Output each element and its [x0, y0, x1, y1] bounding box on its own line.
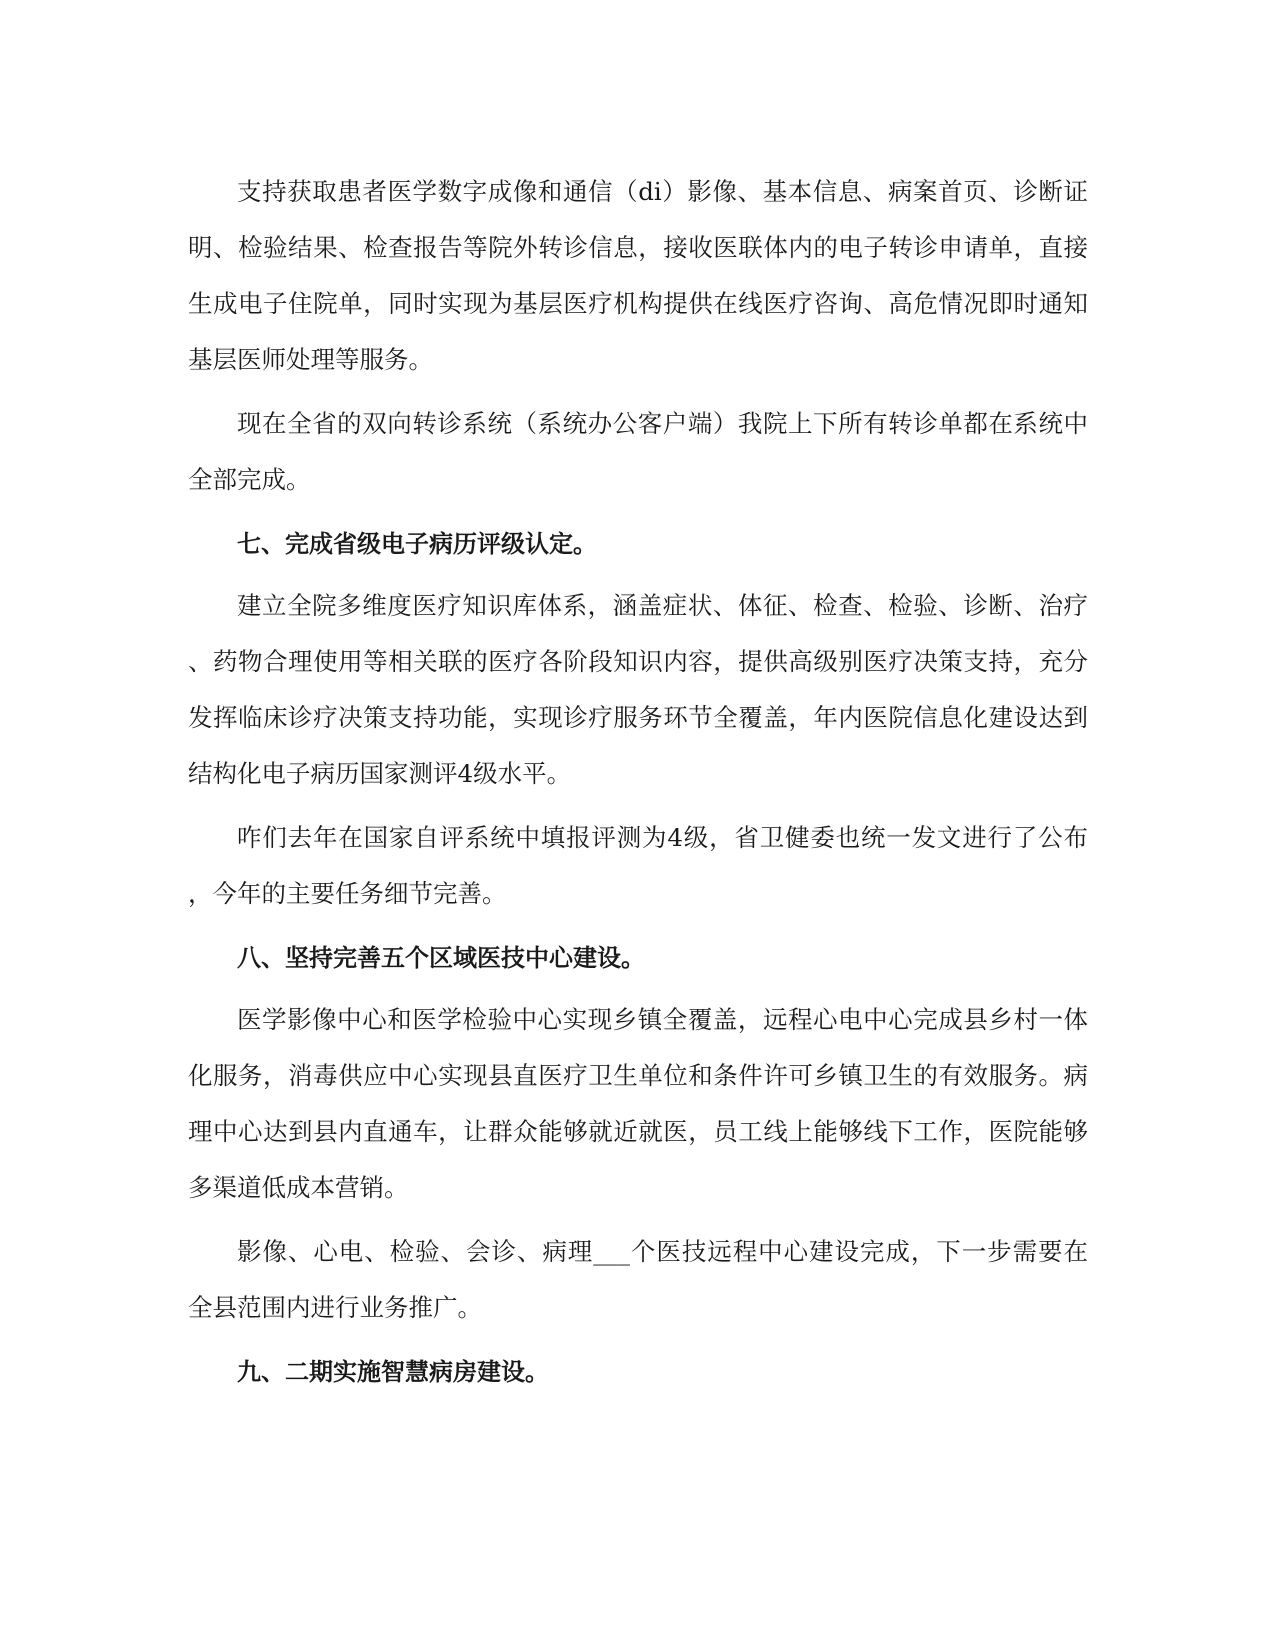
paragraph-line: 发挥临床诊疗决策支持功能，实现诊疗服务环节全覆盖，年内医院信息化建设达到 — [188, 703, 1088, 732]
heading-text: 九、二期实施智慧病房建设。 — [237, 1358, 549, 1386]
section-heading — [188, 516, 1088, 572]
section-heading — [188, 1344, 1088, 1400]
paragraph — [188, 578, 1088, 802]
paragraph-line: 影像、心电、检验、会诊、病理___个医技远程中心建设完成，下一步需要在 — [237, 1237, 1088, 1266]
paragraph-line: 理中心达到县内直通车，让群众能够就近就医，员工线上能够线下工作，医院能够 — [188, 1117, 1088, 1146]
paragraph — [188, 396, 1088, 508]
paragraph-line: 建立全院多维度医疗知识库体系，涵盖症状、体征、检查、检验、诊断、治疗 — [237, 591, 1088, 620]
paragraph-line: 明、检验结果、检查报告等院外转诊信息，接收医联体内的电子转诊申请单，直接 — [188, 233, 1088, 262]
paragraph — [188, 1224, 1088, 1336]
heading-text: 八、坚持完善五个区域医技中心建设。 — [237, 944, 645, 972]
paragraph-line: 生成电子住院单，同时实现为基层医疗机构提供在线医疗咨询、高危情况即时通知 — [188, 289, 1088, 318]
section-heading — [188, 930, 1088, 986]
paragraph — [188, 810, 1088, 922]
paragraph-line: ，今年的主要任务细节完善。 — [188, 879, 507, 908]
paragraph-line: 、药物合理使用等相关联的医疗各阶段知识内容，提供高级别医疗决策支持，充分 — [188, 647, 1088, 676]
paragraph-line: 医学影像中心和医学检验中心实现乡镇全覆盖，远程心电中心完成县乡村一体 — [237, 1005, 1088, 1034]
paragraph-line: 现在全省的双向转诊系统（系统办公客户端）我院上下所有转诊单都在系统中 — [237, 409, 1088, 438]
paragraph-line: 化服务，消毒供应中心实现县直医疗卫生单位和条件许可乡镇卫生的有效服务。病 — [188, 1061, 1088, 1090]
paragraph-line: 基层医师处理等服务。 — [188, 345, 433, 374]
paragraph-line: 全部完成。 — [188, 465, 311, 494]
paragraph-line: 多渠道低成本营销。 — [188, 1173, 409, 1202]
paragraph-line: 支持获取患者医学数字成像和通信（di）影像、基本信息、病案首页、诊断证 — [237, 177, 1088, 206]
paragraph — [188, 992, 1088, 1216]
document-body — [188, 164, 1088, 1406]
paragraph-line: 结构化电子病历国家测评4级水平。 — [188, 759, 572, 788]
paragraph-line: 全县范围内进行业务推广。 — [188, 1293, 482, 1322]
paragraph — [188, 164, 1088, 388]
heading-text: 七、完成省级电子病历评级认定。 — [237, 530, 597, 558]
paragraph-line: 咋们去年在国家自评系统中填报评测为4级，省卫健委也统一发文进行了公布 — [237, 823, 1088, 852]
